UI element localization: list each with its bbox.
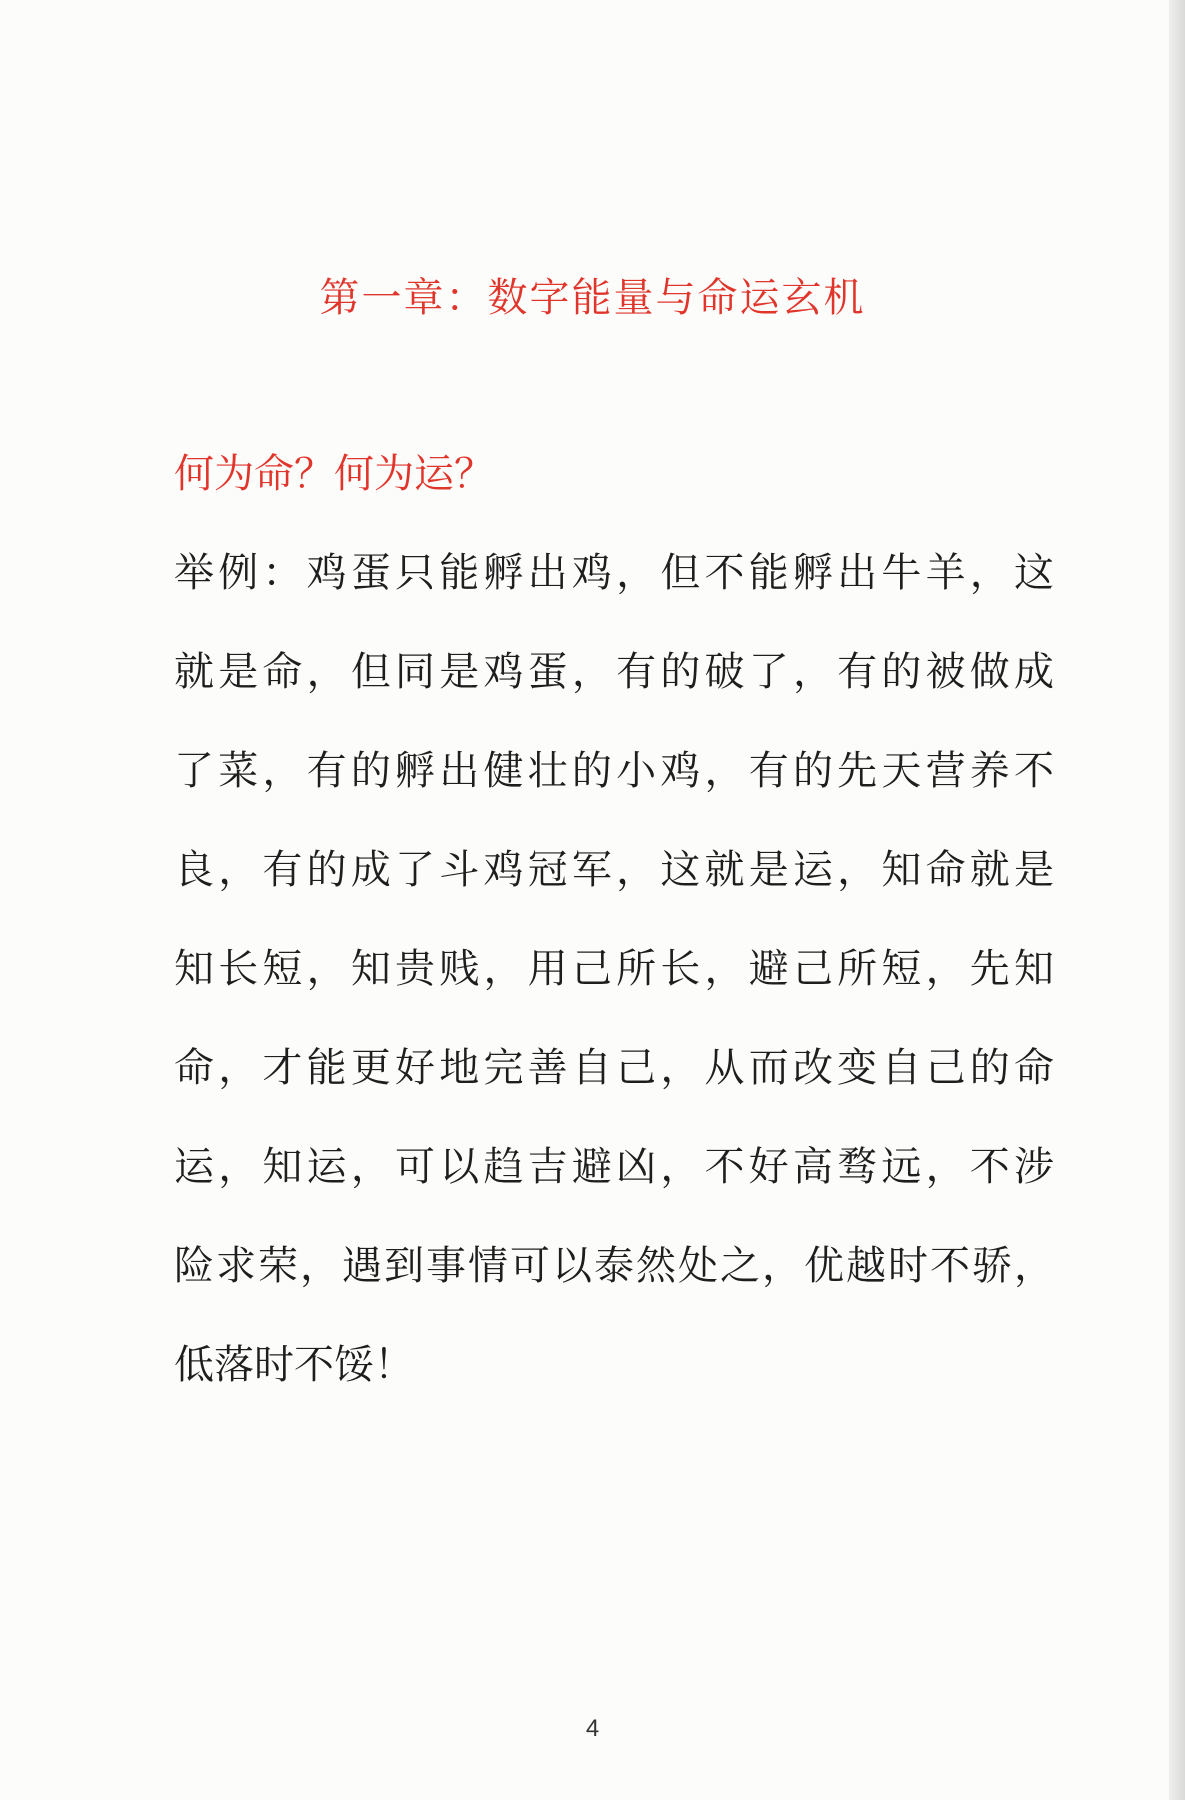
body-line: 知长短，知贵贱，用己所长，避己所短，先知	[174, 946, 1054, 992]
body-line: 就是命，但同是鸡蛋，有的破了，有的被做成	[174, 649, 1054, 695]
page-number: 4	[585, 1715, 600, 1742]
section-heading: 何为命？何为运？	[174, 451, 494, 497]
body-line: 命，才能更好地完善自己，从而改变自己的命	[174, 1045, 1054, 1091]
body-paragraph	[174, 545, 1054, 1436]
body-line: 举例：鸡蛋只能孵出鸡，但不能孵出牛羊，这	[174, 550, 1054, 596]
body-line: 了菜，有的孵出健壮的小鸡，有的先天营养不	[174, 748, 1054, 794]
body-line: 低落时不馁！	[174, 1342, 414, 1388]
body-line: 良，有的成了斗鸡冠军，这就是运，知命就是	[174, 847, 1054, 893]
body-line: 险求荣，遇到事情可以泰然处之，优越时不骄，	[174, 1243, 1054, 1289]
chapter-title: 第一章：数字能量与命运玄机	[319, 275, 866, 321]
body-line: 运，知运，可以趋吉避凶，不好高骛远，不涉	[174, 1144, 1054, 1190]
